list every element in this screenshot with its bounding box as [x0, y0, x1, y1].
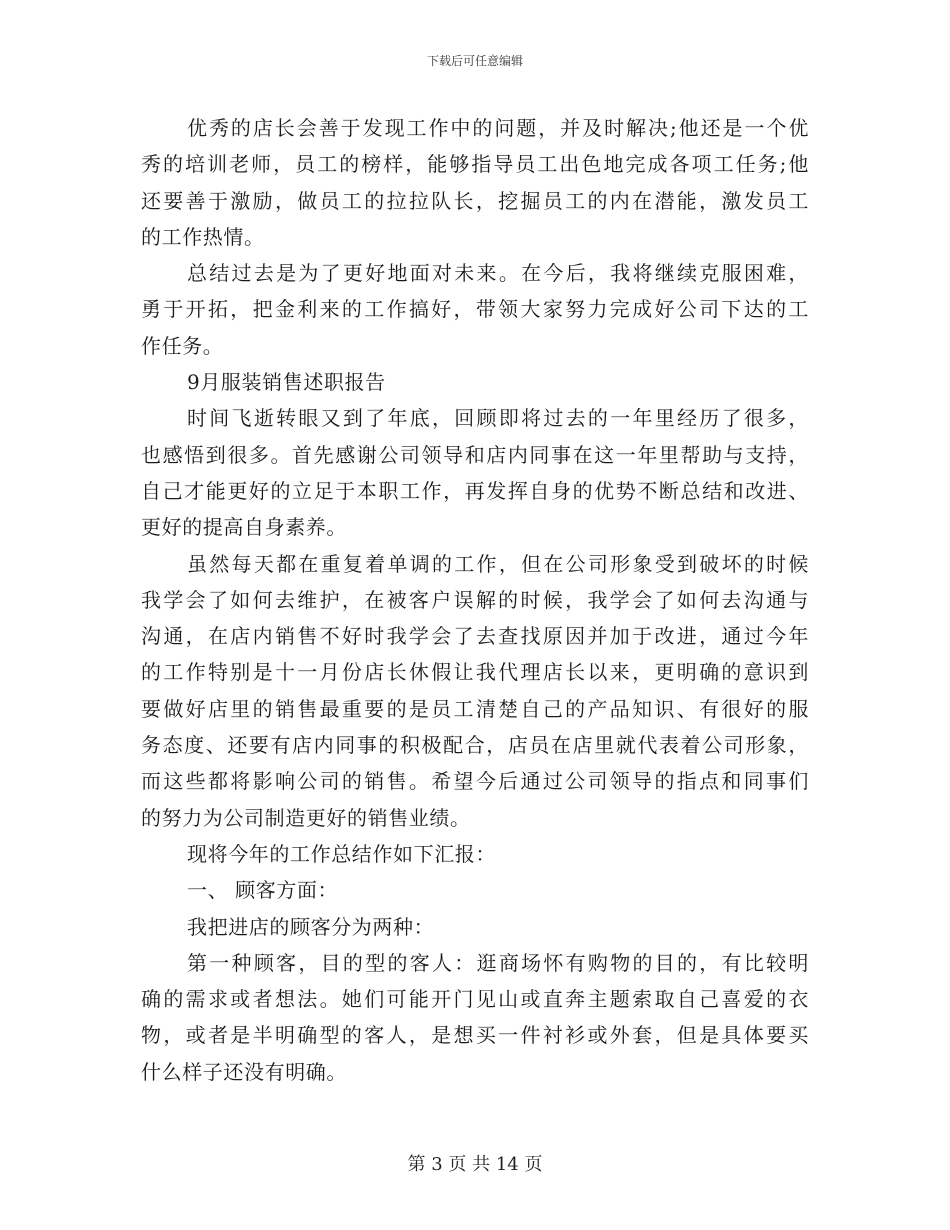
document-body	[141, 110, 809, 1090]
text-line: 9月服装销售述职报告	[187, 370, 386, 395]
text-line: 更好的提高自身素养。	[141, 515, 347, 540]
text-line: 一、 顾客方面：	[187, 878, 339, 903]
text-line: 也感悟到很多。首先感谢公司领导和店内同事在这一年里帮助与支持，	[141, 442, 809, 467]
text-line: 的努力为公司制造更好的销售业绩。	[141, 805, 471, 830]
text-line: 现将今年的工作总结作如下汇报：	[187, 841, 496, 866]
text-line: 作任务。	[141, 333, 224, 358]
page-number-footer: 第 3 页 共 14 页	[407, 1154, 543, 1175]
text-line: 秀的培训老师，员工的榜样，能够指导员工出色地完成各项工任务;他	[141, 152, 809, 177]
text-line: 物，或者是半明确型的客人，是想买一件衬衫或外套，但是具体要买	[141, 1023, 809, 1048]
text-line: 第一种顾客，目的型的客人：逛商场怀有购物的目的，有比较明	[187, 950, 809, 975]
text-line: 确的需求或者想法。她们可能开门见山或直奔主题索取自己喜爱的衣	[141, 987, 809, 1012]
text-line: 务态度、还要有店内同事的积极配合，店员在店里就代表着公司形象，	[141, 733, 809, 758]
text-line: 总结过去是为了更好地面对未来。在今后，我将继续克服困难，	[187, 261, 809, 286]
text-line: 什么样子还没有明确。	[141, 1059, 347, 1084]
text-line: 的工作特别是十一月份店长休假让我代理店长以来，更明确的意识到	[141, 660, 809, 685]
text-line: 要做好店里的销售最重要的是员工清楚自己的产品知识、有很好的服	[141, 696, 809, 721]
text-line: 我学会了如何去维护，在被客户误解的时候，我学会了如何去沟通与	[141, 587, 809, 612]
text-line: 还要善于激励，做员工的拉拉队长，挖掘员工的内在潜能，激发员工	[141, 188, 809, 213]
text-line: 沟通，在店内销售不好时我学会了去查找原因并加于改进，通过今年	[141, 624, 809, 649]
text-line: 我把进店的顾客分为两种：	[187, 914, 435, 939]
text-line: 而这些都将影响公司的销售。希望今后通过公司领导的指点和同事们	[141, 769, 809, 794]
text-line: 优秀的店长会善于发现工作中的问题，并及时解决;他还是一个优	[187, 116, 809, 140]
text-line: 的工作热情。	[141, 224, 265, 249]
text-line: 勇于开拓，把金利来的工作搞好，带领大家努力完成好公司下达的工	[141, 297, 809, 322]
text-line: 时间飞逝转眼又到了年底，回顾即将过去的一年里经历了很多，	[187, 406, 809, 431]
page-header-note: 下载后可任意编辑	[426, 54, 523, 68]
text-line: 虽然每天都在重复着单调的工作，但在公司形象受到破坏的时候	[187, 551, 809, 576]
text-line: 自己才能更好的立足于本职工作，再发挥自身的优势不断总结和改进、	[141, 478, 809, 503]
